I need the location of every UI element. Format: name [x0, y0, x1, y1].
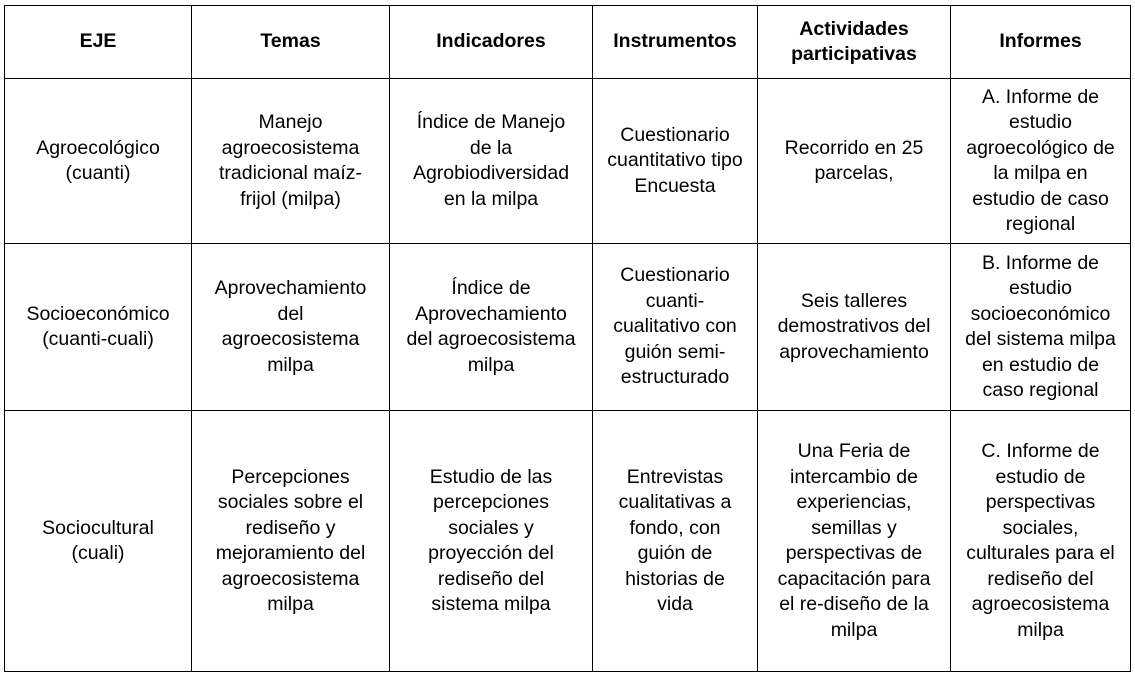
header-temas: Temas	[192, 6, 390, 79]
cell-instrumentos: Cuestionario cuantitativo tipo Encuesta	[593, 79, 758, 244]
methodology-table	[4, 5, 1131, 672]
table-row	[5, 79, 1131, 244]
cell-actividades: Recorrido en 25 parcelas,	[758, 79, 951, 244]
cell-temas: Aprovechamiento del agroecosistema milpa	[192, 244, 390, 411]
cell-instrumentos: Cuestionario cuanti- cualitativo con guión semi- estructurado	[593, 244, 758, 411]
cell-informes: C. Informe de estudio de perspectivas sociales, culturales para el rediseño del agroecosistema milpa	[951, 411, 1131, 672]
header-actividades: Actividades participativas	[758, 6, 951, 79]
cell-temas: Percepciones sociales sobre el rediseño y mejoramiento del agroecosistema milpa	[192, 411, 390, 672]
table-row	[5, 244, 1131, 411]
cell-indicadores: Índice de Manejo de la Agrobiodiversidad en la milpa	[390, 79, 593, 244]
cell-indicadores: Estudio de las percepciones sociales y proyección del rediseño del sistema milpa	[390, 411, 593, 672]
header-indicadores: Indicadores	[390, 6, 593, 79]
cell-eje: Agroecológico (cuanti)	[5, 79, 192, 244]
header-eje: EJE	[5, 6, 192, 79]
cell-eje: Sociocultural (cuali)	[5, 411, 192, 672]
header-row	[5, 6, 1131, 79]
cell-informes: B. Informe de estudio socioeconómico del sistema milpa en estudio de caso regional	[951, 244, 1131, 411]
cell-informes: A. Informe de estudio agroecológico de la milpa en estudio de caso regional	[951, 79, 1131, 244]
header-informes: Informes	[951, 6, 1131, 79]
cell-eje: Socioeconómico (cuanti-cuali)	[5, 244, 192, 411]
header-instrumentos: Instrumentos	[593, 6, 758, 79]
cell-instrumentos: Entrevistas cualitativas a fondo, con guión de historias de vida	[593, 411, 758, 672]
table-row	[5, 411, 1131, 672]
cell-indicadores: Índice de Aprovechamiento del agroecosistema milpa	[390, 244, 593, 411]
cell-temas: Manejo agroecosistema tradicional maíz- frijol (milpa)	[192, 79, 390, 244]
cell-actividades: Seis talleres demostrativos del aprovechamiento	[758, 244, 951, 411]
cell-actividades: Una Feria de intercambio de experiencias, semillas y perspectivas de capacitación para el re-diseño de la milpa	[758, 411, 951, 672]
